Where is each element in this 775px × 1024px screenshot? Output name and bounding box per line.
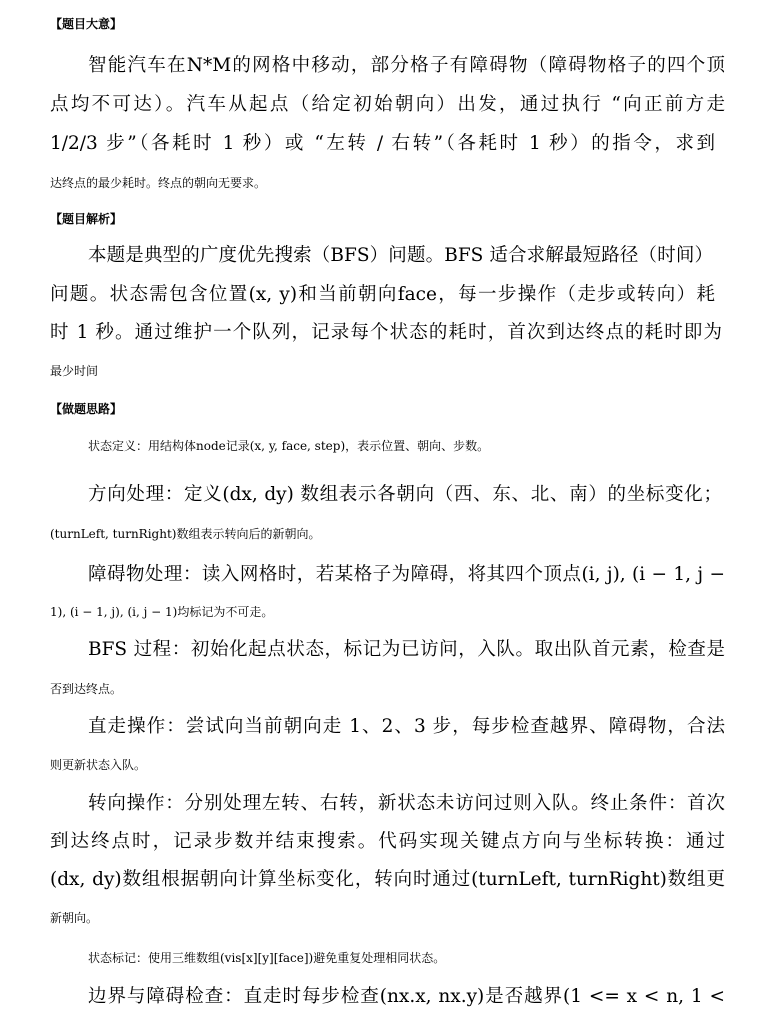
section-heading-summary: 【题目大意】 [50, 17, 123, 31]
approach-state-marking: 状态标记：使用三维数组(vis[x][y][face])避免重复处理相同状态。 [88, 951, 446, 965]
analysis-line-4: 最少时间 [50, 364, 99, 378]
approach-obstacle-line-1: 障碍物处理：读入网格时，若某格子为障碍，将其四个顶点(i, j), (i − 1, j − [88, 564, 725, 585]
approach-direction-line-2: (turnLeft, turnRight)数组表示转向后的新朝向。 [50, 527, 321, 541]
approach-turn-line-4: 新朝向。 [50, 911, 99, 925]
approach-bfs-line-2: 否到达终点。 [50, 682, 123, 696]
approach-straight-line-1: 直走操作：尝试向当前朝向走 1、2、3 步，每步检查越界、障碍物，合法 [88, 716, 725, 737]
approach-obstacle-line-2: 1), (i − 1, j), (i, j − 1)均标记为不可走。 [50, 605, 274, 619]
approach-turn-line-1: 转向操作：分别处理左转、右转，新状态未访问过则入队。终止条件：首次 [88, 793, 725, 814]
summary-line-2: 点均不可达）。汽车从起点（给定初始朝向）出发，通过执行 “向正前方走 [50, 94, 725, 115]
section-heading-approach: 【做题思路】 [50, 402, 123, 416]
analysis-line-1: 本题是典型的广度优先搜索（BFS）问题。BFS 适合求解最短路径（时间） [88, 245, 713, 266]
summary-line-4: 达终点的最少耗时。终点的朝向无要求。 [50, 176, 267, 190]
analysis-line-3: 时 1 秒。通过维护一个队列，记录每个状态的耗时，首次到达终点的耗时即为 [50, 322, 722, 343]
section-heading-analysis: 【题目解析】 [50, 212, 123, 226]
approach-state-definition: 状态定义：用结构体node记录(x, y, face, step)，表示位置、朝向、步数。 [88, 439, 490, 453]
approach-turn-line-3: (dx, dy)数组根据朝向计算坐标变化，转向时通过(turnLeft, turnRight)数组更 [50, 869, 725, 890]
summary-line-3: 1/2/3 步”（各耗时 1 秒）或 “左转 / 右转”（各耗时 1 秒）的指令，求到 [50, 133, 715, 154]
approach-boundary-check: 边界与障碍检查：直走时每步检查(nx.x, nx.y)是否越界(1 <= x < n, 1 < [88, 986, 725, 1007]
summary-line-1: 智能汽车在N*M的网格中移动，部分格子有障碍物（障碍物格子的四个顶 [88, 55, 725, 76]
approach-straight-line-2: 则更新状态入队。 [50, 758, 147, 772]
approach-bfs-line-1: BFS 过程：初始化起点状态，标记为已访问，入队。取出队首元素，检查是 [88, 639, 725, 660]
approach-turn-line-2: 到达终点时，记录步数并结束搜索。代码实现关键点方向与坐标转换：通过 [50, 831, 725, 852]
analysis-line-2: 问题。状态需包含位置(x, y)和当前朝向face，每一步操作（走步或转向）耗 [50, 284, 715, 305]
approach-direction-line-1: 方向处理：定义(dx, dy) 数组表示各朝向（西、东、北、南）的坐标变化； [88, 484, 722, 505]
